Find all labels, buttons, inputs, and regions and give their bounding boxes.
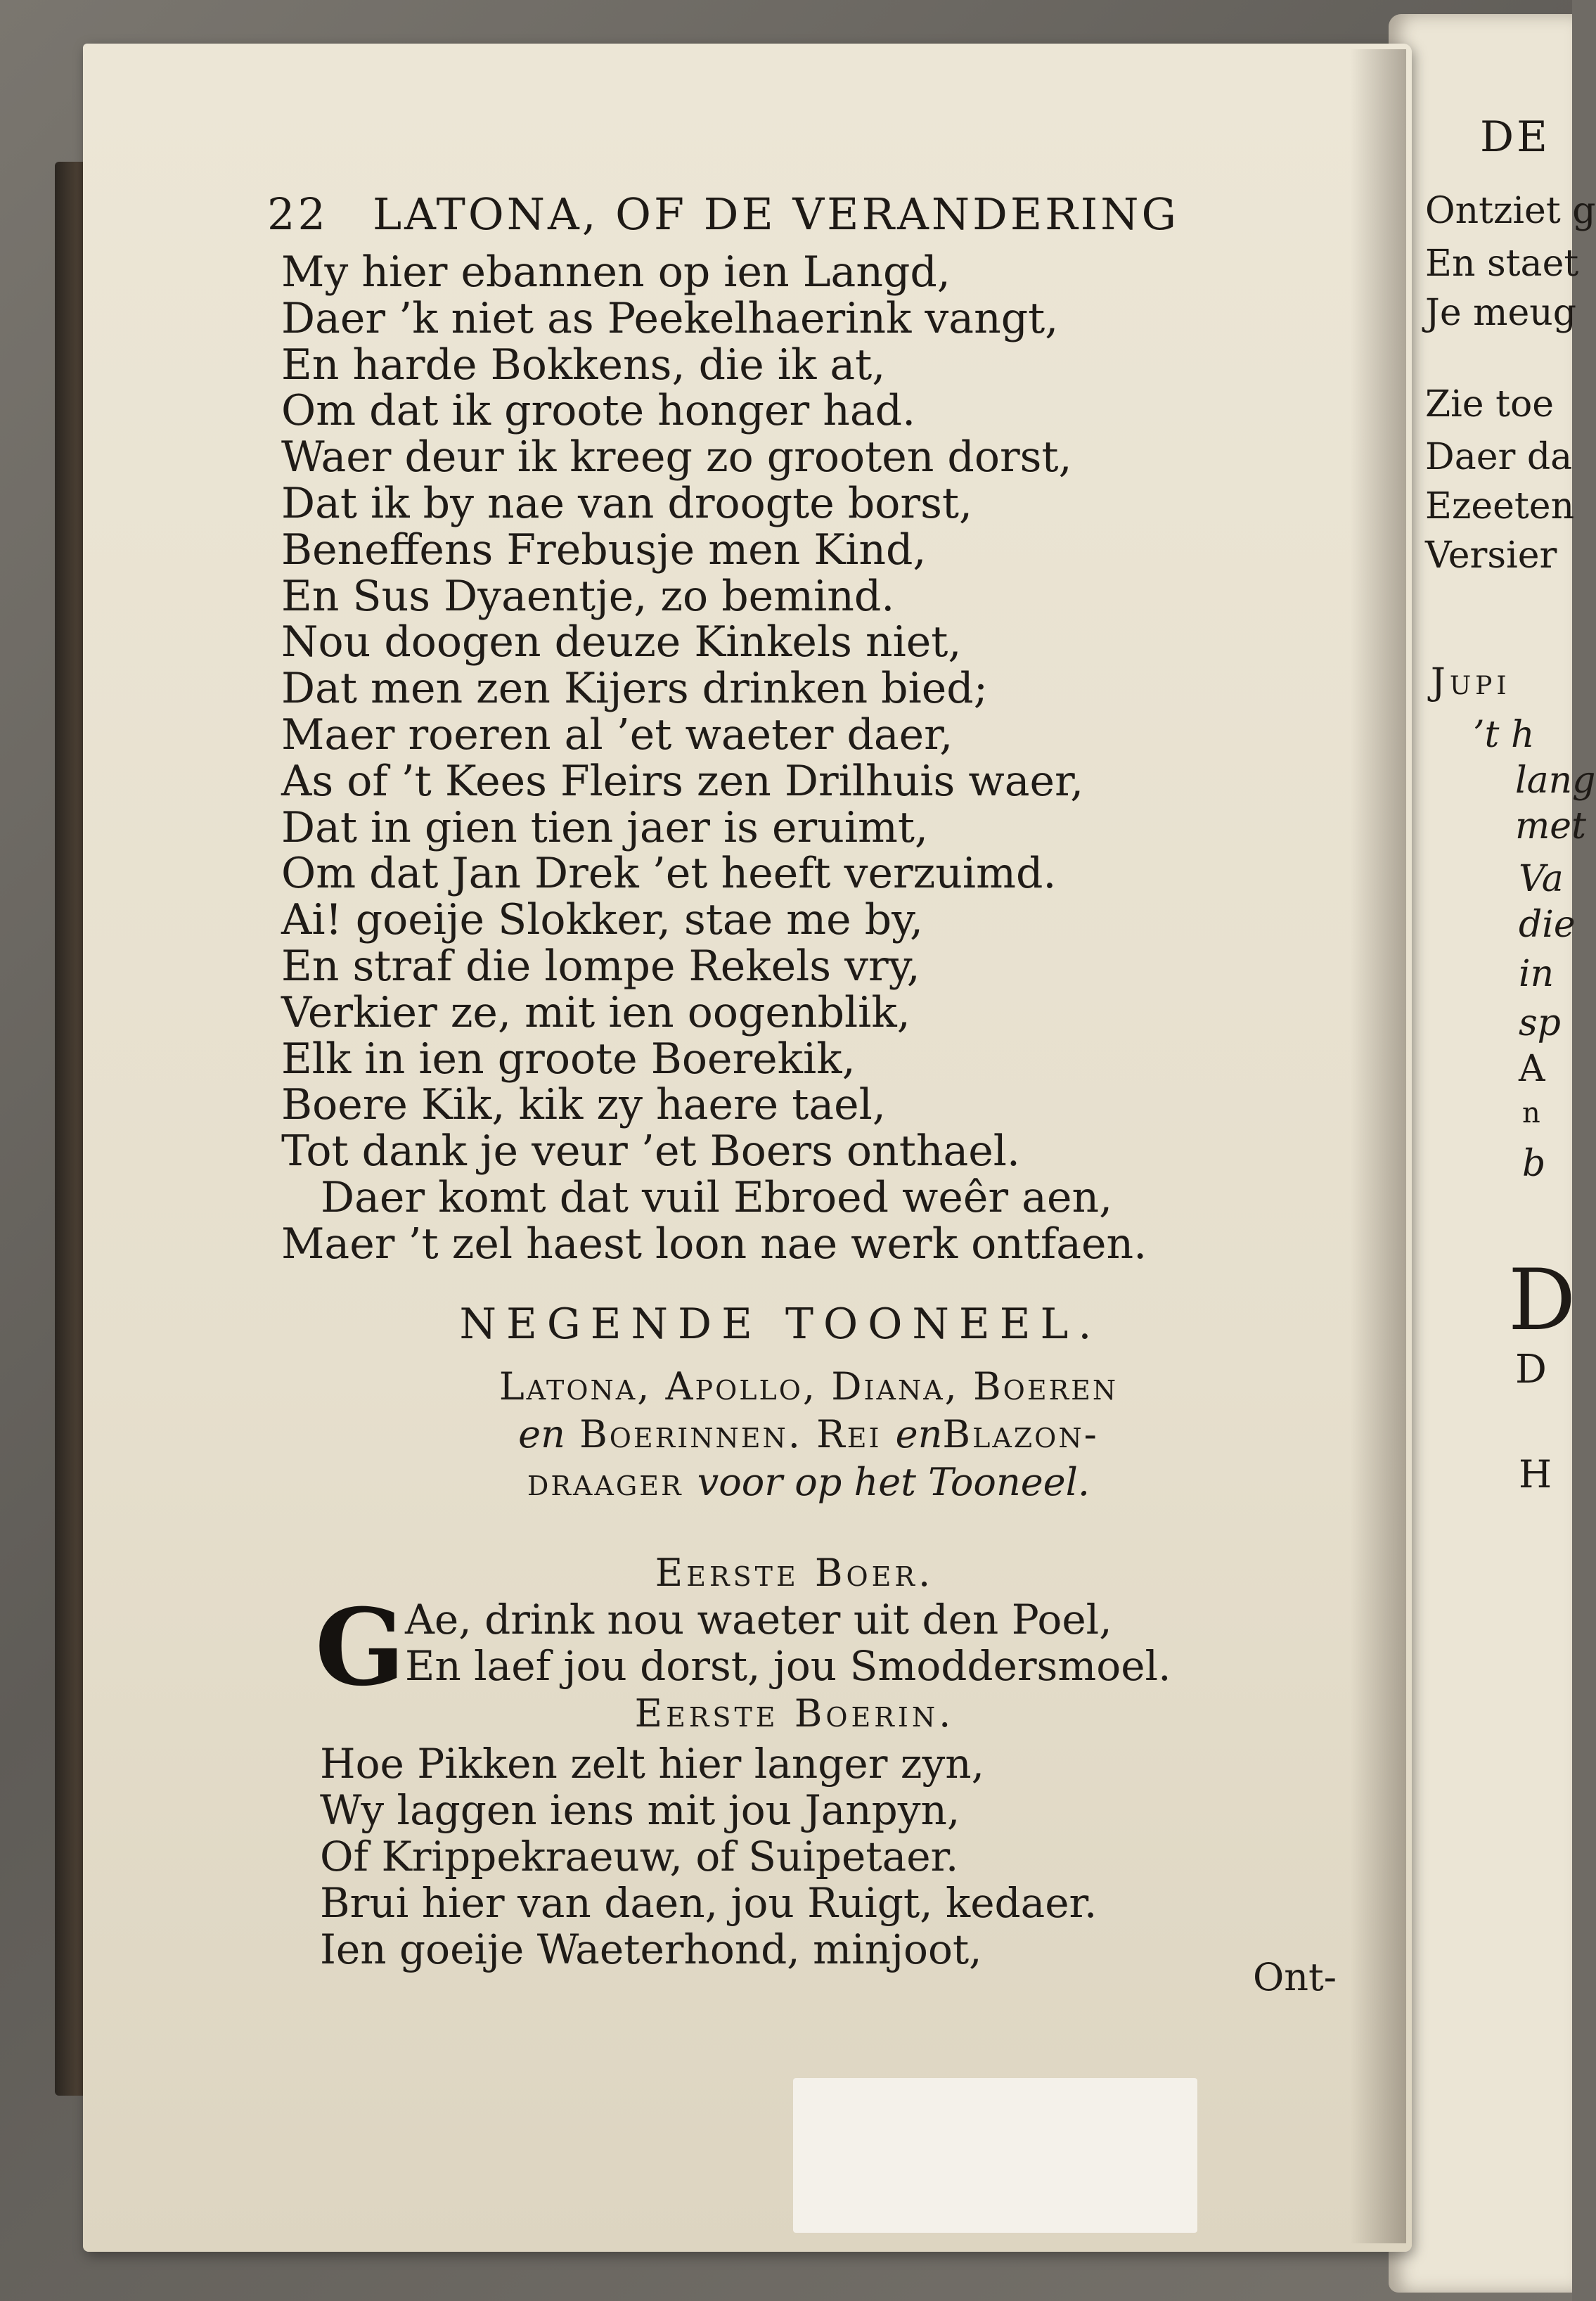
drop-capital: G bbox=[315, 1586, 406, 1710]
catchword: Ont- bbox=[1253, 1955, 1337, 1999]
facing-fragment: Va bbox=[1519, 858, 1564, 900]
cast-list bbox=[337, 1363, 1280, 1506]
facing-fragment: sp bbox=[1519, 1002, 1561, 1044]
speech-line: Ae, drink nou waeter uit den Poel, bbox=[405, 1596, 1112, 1643]
verse-line: Dat in gien tien jaer is eruimt, bbox=[281, 802, 929, 852]
scene-heading: NEGENDE TOONEEL. bbox=[459, 1300, 1102, 1349]
verse-line: En Sus Dyaentje, zo bemind. bbox=[281, 571, 895, 621]
facing-fragment: met bbox=[1515, 805, 1586, 847]
verse-line: Daer ’k niet as Peekelhaerink vangt, bbox=[281, 293, 1059, 343]
facing-fragment: ’t h bbox=[1473, 714, 1535, 756]
facing-fragment: D bbox=[1515, 1347, 1547, 1392]
cast-conjunction: en bbox=[518, 1412, 565, 1456]
speech-line: Ien goeije Waeterhond, minjoot, bbox=[320, 1925, 982, 1973]
facing-fragment: lang bbox=[1515, 759, 1596, 802]
verse-line: Dat men zen Kijers drinken bied; bbox=[281, 664, 988, 714]
facing-page bbox=[1389, 14, 1596, 2293]
facing-fragment: Daer da bbox=[1425, 436, 1573, 478]
running-title: LATONA, OF DE VERANDERING bbox=[373, 188, 1180, 240]
cast-line: Latona, Apollo, Diana, Boeren bbox=[498, 1364, 1119, 1409]
verse-line: Daer komt dat vuil Ebroed weêr aen, bbox=[321, 1172, 1113, 1222]
verse-line: My hier ebannen op ien Langd, bbox=[281, 248, 951, 297]
cast-text: Blazon- bbox=[942, 1412, 1099, 1456]
verse-line: Verkier ze, mit ien oogenblik, bbox=[281, 987, 910, 1037]
page-number: 22 bbox=[267, 188, 328, 240]
cast-line bbox=[337, 1411, 1280, 1459]
facing-fragment: b bbox=[1522, 1143, 1546, 1185]
verse-line: Tot dank je veur ’et Boers onthael. bbox=[281, 1127, 1020, 1177]
facing-fragment: Je meug bbox=[1425, 292, 1577, 334]
facing-fragment: En staet bbox=[1425, 243, 1579, 285]
verse-line: Om dat Jan Drek ’et heeft verzuimd. bbox=[281, 849, 1057, 899]
verse-line: Maer roeren al ’et waeter daer, bbox=[281, 710, 953, 759]
facing-fragment: A bbox=[1519, 1048, 1545, 1090]
facing-fragment: Ontziet g bbox=[1425, 190, 1596, 232]
verse-line: Nou doogen deuze Kinkels niet, bbox=[281, 617, 962, 667]
verse-line: Ai! goeije Slokker, stae me by, bbox=[281, 895, 924, 945]
speech-block bbox=[320, 1741, 1097, 1973]
facing-fragment: D bbox=[1508, 1252, 1576, 1350]
verse-line: Om dat ik groote honger had. bbox=[281, 386, 916, 436]
facing-fragment: Versier bbox=[1425, 534, 1557, 577]
verse-line: Elk in ien groote Boerekik, bbox=[281, 1034, 856, 1084]
verse-line: Beneffens Frebusje men Kind, bbox=[281, 525, 927, 575]
cast-line bbox=[337, 1459, 1280, 1506]
cast-conjunction: en bbox=[895, 1412, 943, 1456]
speech-block bbox=[405, 1596, 1171, 1689]
verse-line: Maer ’t zel haest loon nae werk ontfaen. bbox=[281, 1219, 1147, 1269]
page-gutter-shadow bbox=[1350, 49, 1406, 2243]
verse-line: As of ’t Kees Fleirs zen Drilhuis waer, bbox=[281, 756, 1084, 806]
speech-line: Of Krippekraeuw, of Suipetaer. bbox=[320, 1833, 959, 1880]
speaker-label: Eerste Boer. bbox=[655, 1551, 934, 1595]
verse-line: En straf die lompe Rekels vry, bbox=[281, 941, 920, 991]
verse-line: En harde Bokkens, die ik at, bbox=[281, 340, 886, 390]
facing-fragment: Jupi bbox=[1431, 661, 1511, 703]
cast-text: draager bbox=[527, 1460, 683, 1504]
facing-fragment: die bbox=[1519, 904, 1576, 946]
verse-line: Boere Kik, kik zy haere tael, bbox=[281, 1080, 886, 1130]
speech-line: En laef jou dorst, jou Smoddersmoel. bbox=[405, 1642, 1171, 1690]
verse-line: Dat ik by nae van droogte borst, bbox=[281, 478, 973, 528]
facing-fragment: in bbox=[1519, 953, 1555, 995]
facing-fragment: DE bbox=[1480, 113, 1550, 162]
verse-block bbox=[281, 250, 1147, 1268]
speaker-label: Eerste Boerin. bbox=[634, 1691, 955, 1736]
verse-line: Waer deur ik kreeg zo grooten dorst, bbox=[281, 432, 1072, 482]
speech-line: Wy laggen iens mit jou Janpyn, bbox=[320, 1786, 960, 1834]
speech-line: Hoe Pikken zelt hier langer zyn, bbox=[320, 1740, 985, 1788]
paper-label bbox=[793, 2078, 1197, 2233]
facing-fragment: Ezeeten bbox=[1425, 485, 1575, 527]
facing-fragment: H bbox=[1519, 1452, 1552, 1496]
cast-text: Boerinnen. Rei bbox=[579, 1412, 882, 1456]
facing-fragment: n bbox=[1522, 1097, 1540, 1129]
facing-fragment: Zie toe bbox=[1425, 383, 1555, 425]
speech-line: Brui hier van daen, jou Ruigt, kedaer. bbox=[320, 1879, 1098, 1927]
stage-direction: voor op het Tooneel. bbox=[697, 1460, 1090, 1504]
